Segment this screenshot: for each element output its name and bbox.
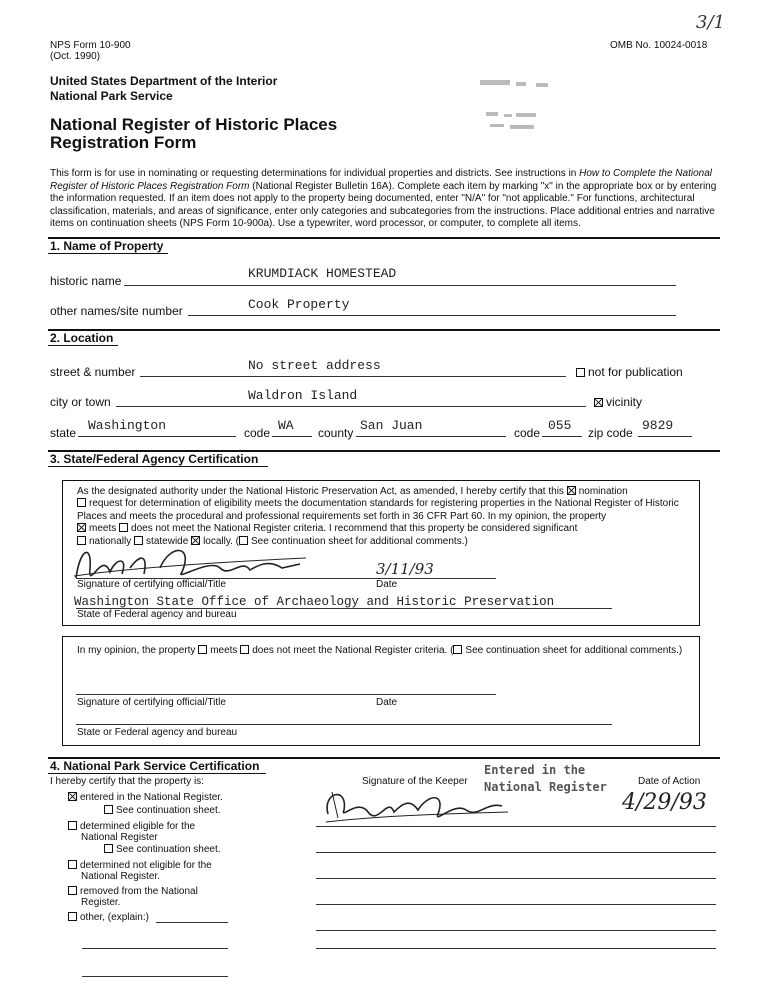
county-label: county [318, 426, 354, 440]
not-for-publication-checkbox[interactable] [576, 368, 585, 377]
keeper-signature [318, 782, 518, 828]
form-number: NPS Form 10-900 [50, 40, 131, 51]
option-other[interactable]: other, (explain:) [68, 912, 149, 924]
state-code-label: code [244, 426, 271, 440]
department: United States Department of the Interior [50, 74, 278, 88]
not-eligible-checkbox[interactable] [68, 860, 77, 869]
page-mark: 3/1 [696, 12, 725, 33]
vicinity[interactable]: vicinity [594, 395, 642, 409]
city-value[interactable]: Waldron Island [248, 388, 358, 403]
agency-label-2: State or Federal agency and bureau [77, 727, 238, 738]
other-names-value[interactable]: Cook Property [248, 297, 350, 312]
opinion-meets-checkbox[interactable] [198, 645, 207, 654]
certification-date-handwritten: 3/11/93 [376, 560, 434, 578]
county-value[interactable]: San Juan [360, 418, 423, 433]
form-subtitle: Registration Form [50, 133, 197, 152]
entered-stamp-line1: Entered in the [484, 763, 586, 777]
keeper-label: Signature of the Keeper [362, 776, 468, 787]
option-entered[interactable]: entered in the National Register. [68, 792, 223, 804]
state-certification-text: As the designated authority under the National Historic Preservation Act, as amended, I hereby certify that this nomination request for determination of eligibility meets the documentation standards for registering properties in the National Register of Historic Places and meets the procedural and professional requirements set forth in 36 CFR Part 60. In my opinion, the property meets does not meet the National Register criteria. I recommend that this property be considered significant nationally statewide locally. ( See continuation sheet for additional comments.) [77, 486, 679, 547]
county-code-value[interactable]: 055 [548, 418, 572, 433]
section-2-title: 2. Location [50, 331, 114, 345]
date-of-action-label: Date of Action [638, 776, 701, 787]
option-removed-line2: Register. [81, 897, 121, 908]
opinion-continuation-checkbox[interactable] [453, 645, 462, 654]
removed-checkbox[interactable] [68, 886, 77, 895]
zip-value[interactable]: 9829 [642, 418, 674, 433]
eligible-checkbox[interactable] [68, 821, 77, 830]
state-label: state [50, 426, 77, 440]
entered-stamp-line2: National Register [484, 780, 607, 794]
nps-intro: I hereby certify that the property is: [50, 776, 204, 787]
signature-label-2: Signature of certifying official/Title [77, 697, 226, 708]
does-not-meet-checkbox[interactable] [119, 523, 128, 532]
option-eligible-continuation[interactable]: See continuation sheet. [104, 844, 221, 856]
city-label: city or town [50, 395, 111, 409]
other-checkbox[interactable] [68, 912, 77, 921]
date-label: Date [376, 579, 398, 590]
signature-label: Signature of certifying official/Title [77, 579, 226, 590]
omb-number: OMB No. 10024-0018 [610, 40, 708, 51]
state-value[interactable]: Washington [88, 418, 167, 433]
eligible-continuation-checkbox[interactable] [104, 844, 113, 853]
county-code-label: code [514, 426, 541, 440]
zip-label: zip code [588, 426, 633, 440]
option-not-eligible[interactable]: determined not eligible for the [68, 860, 212, 872]
option-eligible-line2: National Register [81, 832, 158, 843]
meets-checkbox[interactable] [77, 523, 86, 532]
street-value[interactable]: No street address [248, 358, 381, 373]
date-of-action-handwritten: 4/29/93 [622, 790, 707, 815]
service: National Park Service [50, 89, 173, 103]
section-3-title: 3. State/Federal Agency Certification [50, 452, 259, 466]
nomination-checkbox[interactable] [567, 486, 576, 495]
entered-continuation-checkbox[interactable] [104, 805, 113, 814]
section-4-title: 4. National Park Service Certification [50, 759, 260, 773]
opinion-not-meet-checkbox[interactable] [240, 645, 249, 654]
not-for-publication[interactable]: not for publication [576, 365, 683, 379]
historic-name-label: historic name [50, 274, 122, 288]
date-label-2: Date [376, 697, 398, 708]
instructions: This form is for use in nominating or requesting determinations for individual properties and districts. See instructions in How to Complete the National Register of Historic Places Registration Form (National Register Bulletin 16A). Complete each item by marking "x" in the appropriate box or by entering the information requested. If an item does not apply to the property being documented, enter "N/A" for "not applicable." For functions, architectural classification, materials, and areas of significance, enter only categories and subcategories from the instructions. Place additional entries and narrative items on continuation sheets (NPS Form 10-900a). Use a typewriter, word processor, or computer, to complete all items. [50, 168, 717, 229]
section-1-title: 1. Name of Property [50, 239, 164, 253]
form-date: (Oct. 1990) [50, 51, 101, 62]
received-stamp-mark [476, 74, 566, 134]
other-names-label: other names/site number [50, 304, 183, 318]
form-title: National Register of Historic Places [50, 115, 338, 134]
historic-name-value[interactable]: KRUMDIACK HOMESTEAD [248, 266, 397, 281]
option-removed[interactable]: removed from the National [68, 886, 198, 898]
option-entered-continuation[interactable]: See continuation sheet. [104, 805, 221, 817]
agency-value[interactable]: Washington State Office of Archaeology and Historic Preservation [74, 595, 555, 609]
entered-checkbox[interactable] [68, 792, 77, 801]
agency-label: State of Federal agency and bureau [77, 609, 237, 620]
vicinity-checkbox[interactable] [594, 398, 603, 407]
state-code-value[interactable]: WA [278, 418, 294, 433]
opinion-text: In my opinion, the property meets does not meet the National Register criteria. ( See continuation sheet for additional comments.) [77, 645, 683, 656]
option-not-eligible-line2: National Register. [81, 871, 160, 882]
option-eligible[interactable]: determined eligible for the [68, 821, 195, 833]
street-label: street & number [50, 365, 136, 379]
request-checkbox[interactable] [77, 498, 86, 507]
